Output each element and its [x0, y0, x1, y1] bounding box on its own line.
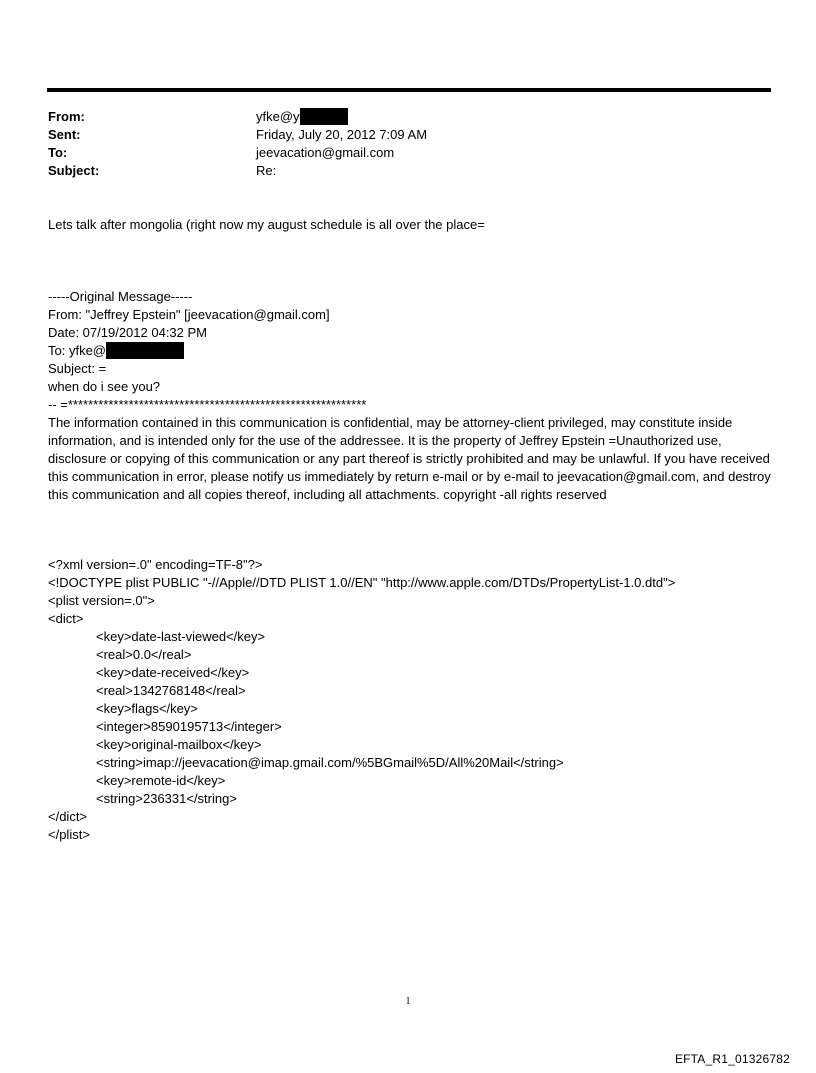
redaction-block — [106, 342, 184, 359]
plist-entry: <key>remote-id</key> — [96, 773, 226, 788]
header-from-row — [48, 108, 427, 126]
from-value — [256, 108, 348, 126]
plist-entry: <real>0.0</real> — [96, 647, 192, 662]
original-date: Date: 07/19/2012 04:32 PM — [48, 325, 208, 340]
plist-entry: <string>236331</string> — [96, 791, 237, 806]
to-value: jeevacation@gmail.com — [256, 145, 395, 160]
email-header — [48, 108, 427, 180]
header-subject-row — [48, 162, 427, 180]
redaction-block — [300, 108, 348, 125]
plist-line: </plist> — [48, 827, 90, 842]
plist-line: <plist version=.0"> — [48, 593, 155, 608]
from-label: From: — [48, 109, 85, 124]
plist-line: <?xml version=.0" encoding=TF-8"?> — [48, 557, 263, 572]
plist-line: <!DOCTYPE plist PUBLIC "-//Apple//DTD PLIST 1.0//EN" "http://www.apple.com/DTDs/PropertyList-1.0.dtd"> — [48, 575, 676, 590]
plist-block — [48, 556, 772, 844]
plist-entry: <key>date-received</key> — [96, 665, 250, 680]
plist-entry: <key>date-last-viewed</key> — [96, 629, 266, 644]
original-message — [48, 288, 772, 504]
header-sent-row — [48, 126, 427, 144]
plist-entry: <key>original-mailbox</key> — [96, 737, 262, 752]
plist-entry: <real>1342768148</real> — [96, 683, 246, 698]
to-label: To: — [48, 145, 68, 160]
original-body: when do i see you? — [48, 379, 161, 394]
page-number: 1 — [405, 996, 411, 1007]
plist-entry: <integer>8590195713</integer> — [96, 719, 282, 734]
original-subject: Subject: = — [48, 361, 107, 376]
sent-label: Sent: — [48, 127, 81, 142]
original-from: From: "Jeffrey Epstein" [jeevacation@gmail.com] — [48, 307, 330, 322]
header-to-row — [48, 144, 427, 162]
bates-number: EFTA_R1_01326782 — [674, 1052, 790, 1066]
original-to-text: To: yfke@ — [48, 343, 106, 358]
from-address: yfke@y — [256, 109, 300, 124]
subject-value: Re: — [256, 163, 277, 178]
plist-entry: <string>imap://jeevacation@imap.gmail.com/%5BGmail%5D/All%20Mail</string> — [96, 755, 564, 770]
reply-text: Lets talk after mongolia (right now my august schedule is all over the place= — [48, 217, 485, 232]
header-rule — [47, 88, 771, 92]
subject-label: Subject: — [48, 163, 100, 178]
reply-body — [48, 216, 772, 234]
original-to — [48, 342, 772, 360]
confidentiality-disclaimer: The information contained in this communication is confidential, may be attorney-client privileged, may constitute inside information, and is intended only for the use of the addressee. It is the property of Jeffrey Epstein =Unauthorized use, disclosure or copying of this communication or any part thereof is strictly prohibited and may be unlawful. If you have received this communication in error, please notify us immediately by return e-mail or by e-mail to jeevacation@gmail.com, and destroy this communication and all copies thereof, including all attachments. copyright -all rights reserved — [48, 415, 771, 502]
signature-stars: -- =*********************************************************** — [48, 397, 367, 412]
original-separator: -----Original Message----- — [48, 289, 193, 304]
sent-value: Friday, July 20, 2012 7:09 AM — [256, 127, 428, 142]
plist-line: <dict> — [48, 611, 84, 626]
plist-entry: <key>flags</key> — [96, 701, 198, 716]
plist-line: </dict> — [48, 809, 88, 824]
